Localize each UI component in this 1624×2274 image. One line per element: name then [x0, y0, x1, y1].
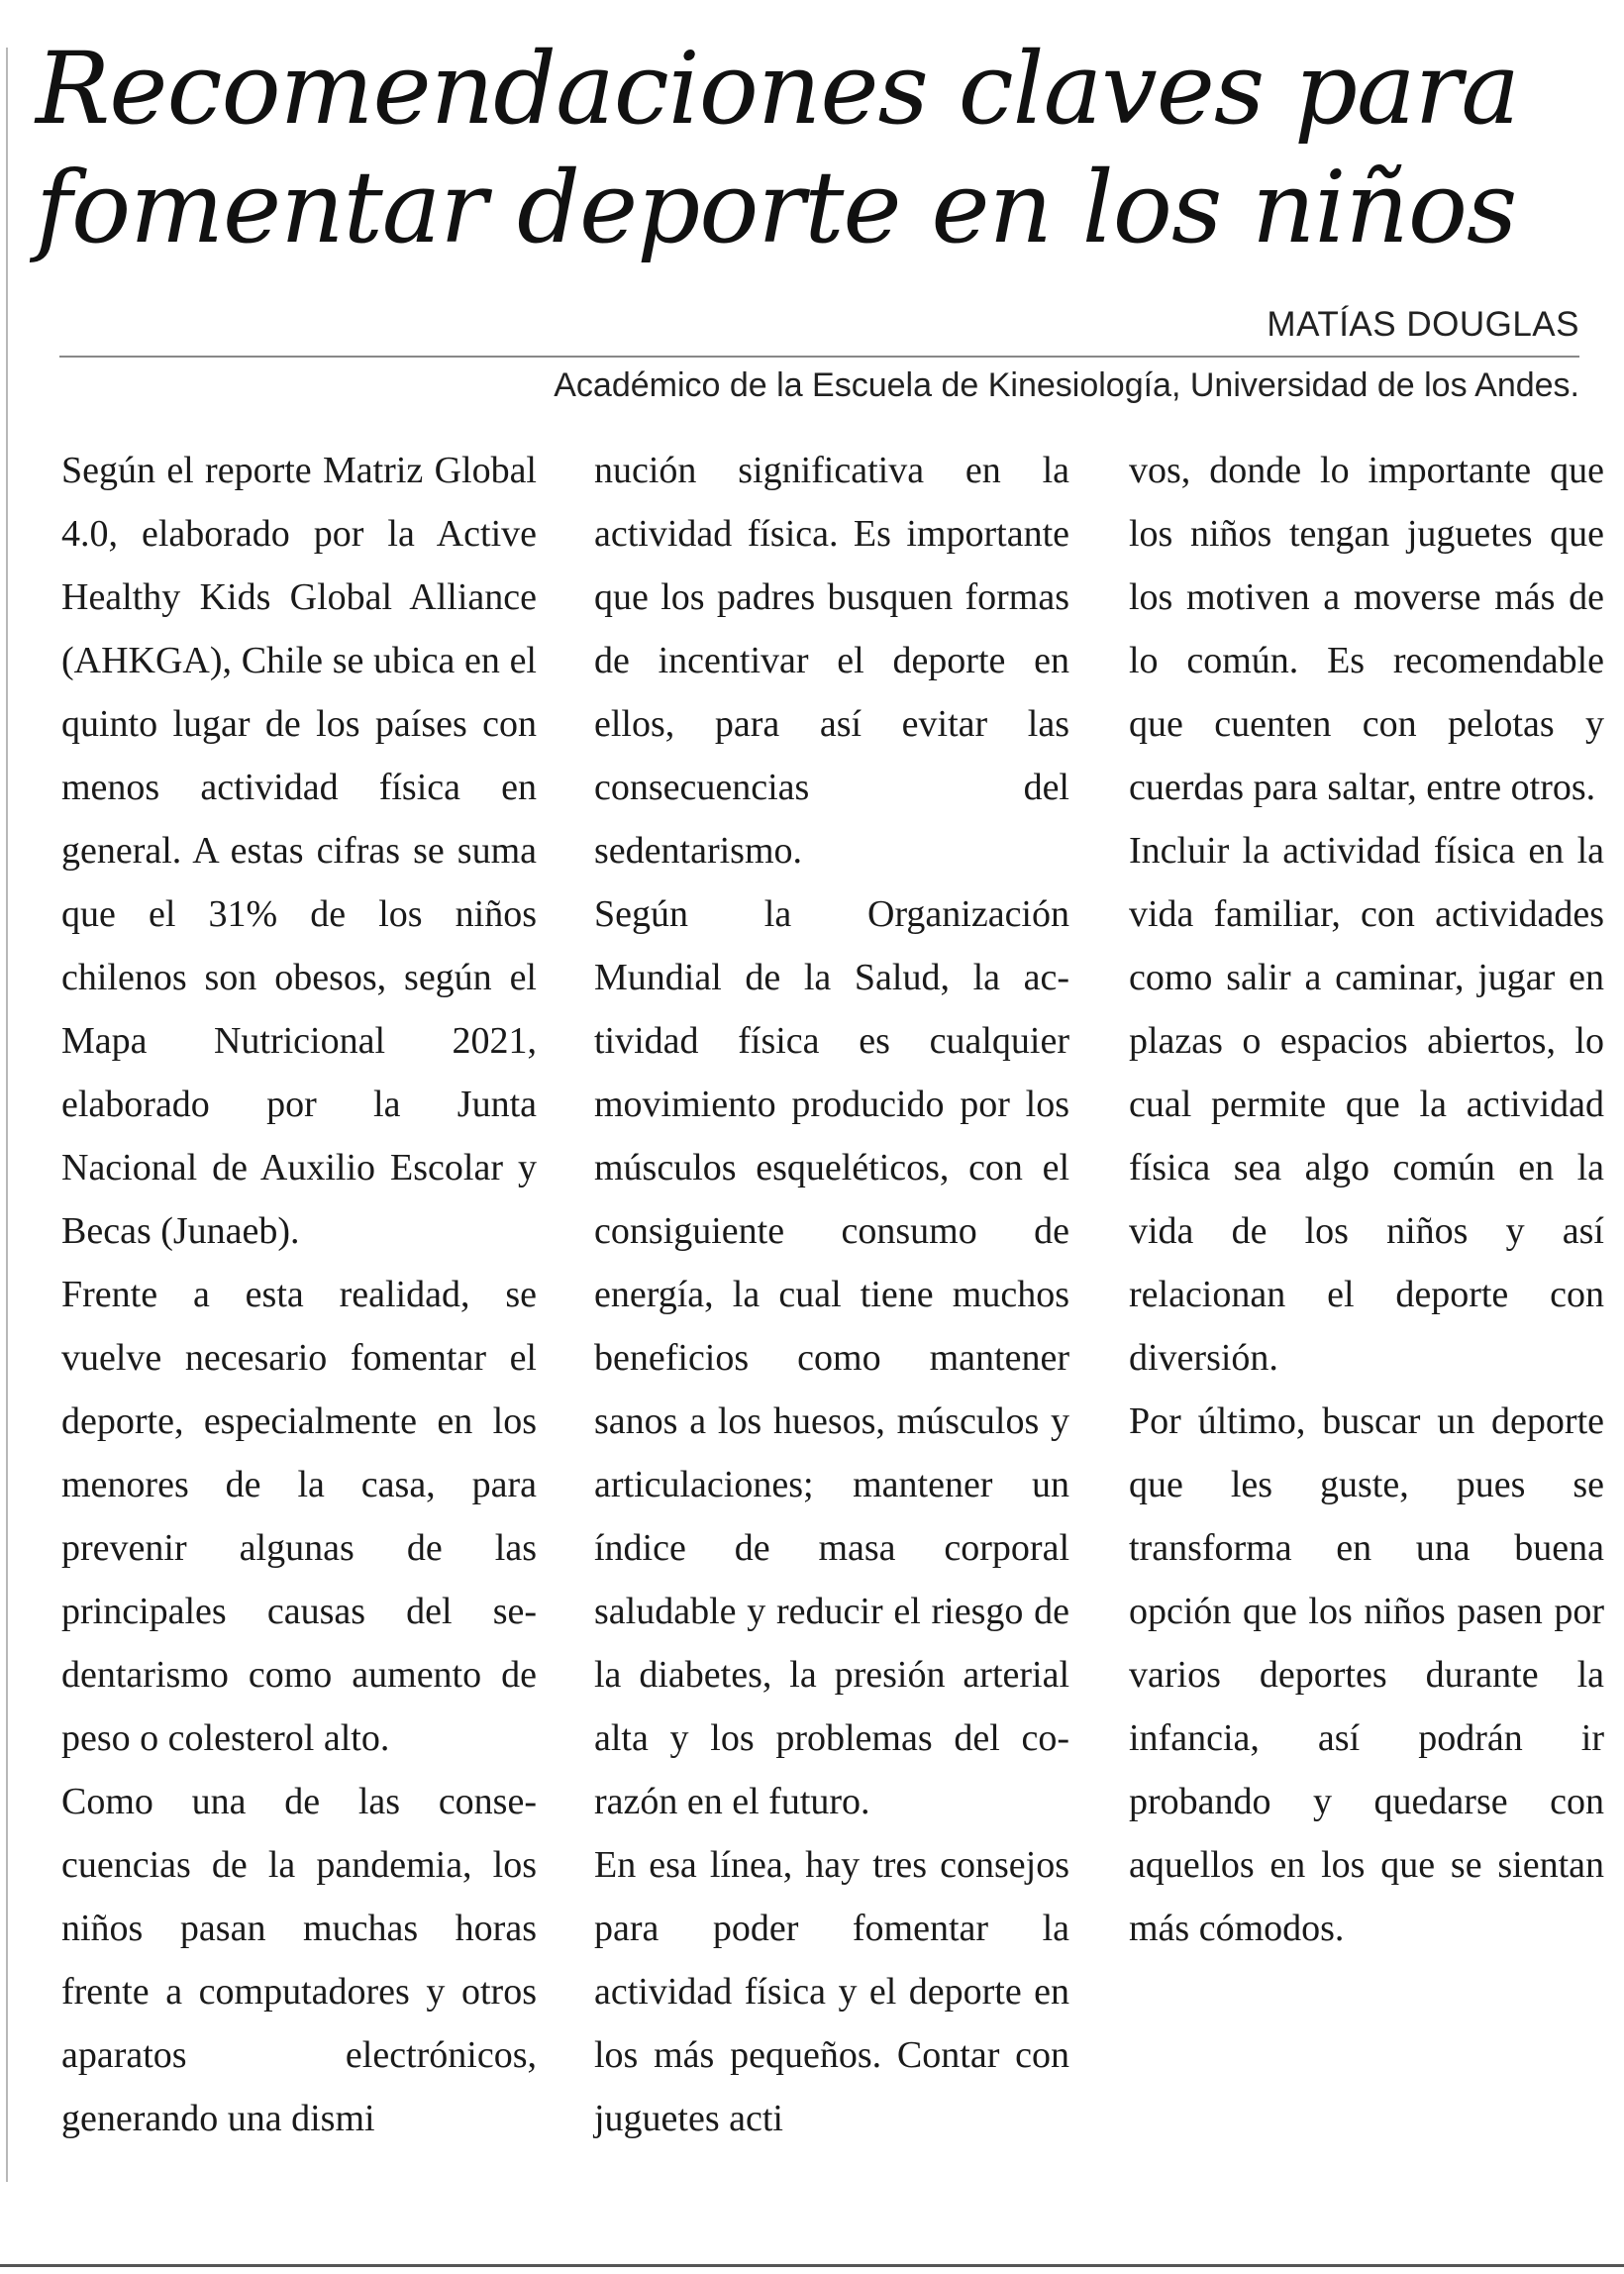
paragraph: vos, donde lo importante que los niños tengan juguetes que los motiven a moverse más de lo común. Es recomendable que cuenten con pelotas y cuerdas para saltar, entre otros. [1129, 450, 1604, 808]
headline-line-1: Recomendaciones claves para [36, 31, 1520, 147]
paragraph: Según el reporte Matriz Global 4.0, elaborado por la Active Healthy Kids Global Alliance (AHKGA), Chile se ubica en el quinto lugar de los países con menos actividad física en general. A estas cifras se suma que el 31% de los niños chilenos son obesos, según el Mapa Nutricional 2021, elaborado por la Junta Nacional de Auxilio Escolar y Becas (Junaeb). [61, 450, 537, 1252]
paragraph: Como una de las consecuencias de la pandemia, los niños pasan muchas horas frente a computadores y otros aparatos electrónicos, generando una dismi [61, 1781, 537, 2139]
article-column-2 [594, 439, 1069, 2150]
paragraph: nución significativa en la actividad física. Es importante que los padres busquen formas de incentivar el deporte en ellos, para así evitar las consecuencias del sedentarismo. [594, 450, 1069, 872]
author-affiliation: Académico de la Escuela de Kinesiología, Universidad de los Andes. [554, 366, 1579, 404]
paragraph: En esa línea, hay tres consejos para poder fomentar la actividad física y el deporte en los más pequeños. Contar con juguetes acti [594, 1844, 1069, 2139]
paragraph: Frente a esta realidad, se vuelve necesario fomentar el deporte, especialmente en los menores de la casa, para prevenir algunas de las principales causas del sedentarismo como aumento de peso o colesterol alto. [61, 1274, 537, 1759]
paragraph: Por último, buscar un deporte que les guste, pues se transforma en una buena opción que los niños pasen por varios deportes durante la infancia, así podrán ir probando y quedarse con aquellos en los que se sientan más cómodos. [1129, 1400, 1604, 1949]
paragraph: Incluir la actividad física en la vida familiar, con actividades como salir a caminar, jugar en plazas o espacios abiertos, lo cual permite que la actividad física sea algo común en la vida de los niños y así relacionan el deporte con diversión. [1129, 830, 1604, 1379]
paragraph: Según la Organización Mundial de la Salud, la actividad física es cualquier movimiento producido por los músculos esqueléticos, con el consiguiente consumo de energía, la cual tiene muchos beneficios como mantener sanos a los huesos, músculos y articulaciones; mantener un índice de masa corporal saludable y reducir el riesgo de la diabetes, la presión arterial alta y los problemas del corazón en el futuro. [594, 893, 1069, 1822]
byline-divider [59, 356, 1579, 358]
article-headline [36, 30, 1580, 267]
bottom-page-rule [0, 2264, 1624, 2267]
left-margin-rule [6, 48, 8, 2182]
article-column-3 [1129, 439, 1604, 1960]
article-column-1 [61, 439, 537, 2150]
author-name: MATÍAS DOUGLAS [1267, 305, 1579, 344]
headline-line-2: fomentar deporte en los niños [36, 150, 1517, 265]
